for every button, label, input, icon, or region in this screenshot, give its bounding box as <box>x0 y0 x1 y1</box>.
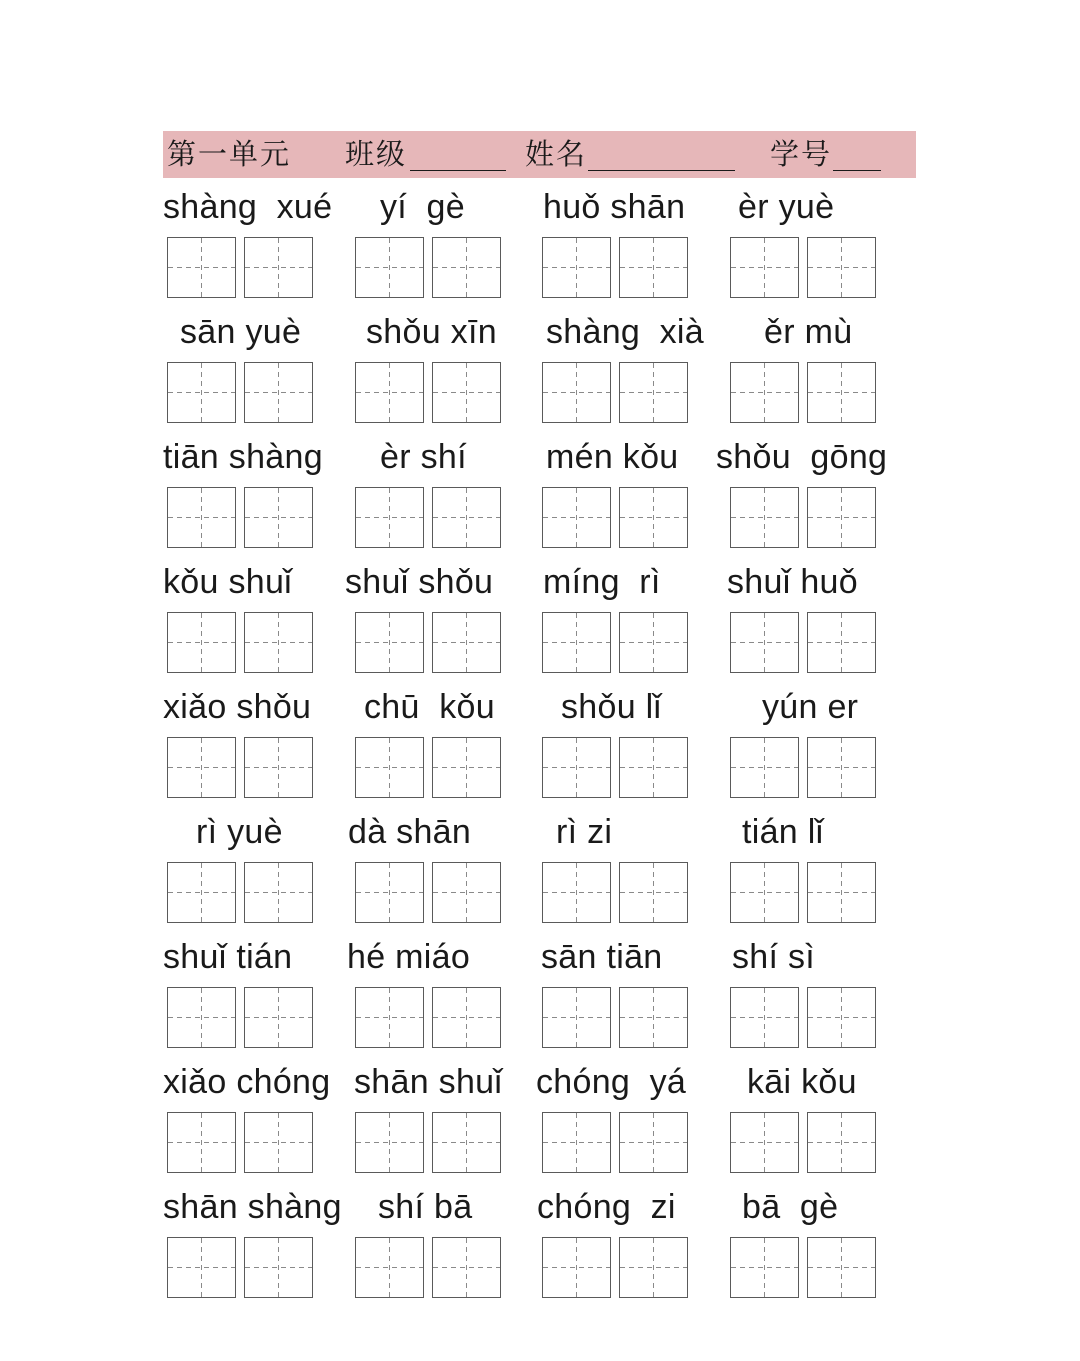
pinyin-label: yí gè <box>380 188 465 226</box>
pinyin-label: míng rì <box>543 563 661 601</box>
writing-box <box>730 487 799 548</box>
writing-box <box>542 612 611 673</box>
word-cell <box>167 315 317 423</box>
word-cell <box>163 188 333 298</box>
writing-box <box>244 987 313 1048</box>
writing-box <box>432 1237 501 1298</box>
writing-box <box>807 987 876 1048</box>
pinyin-label: mén kǒu <box>546 438 679 476</box>
pinyin-label: tián lǐ <box>742 813 824 851</box>
writing-box <box>730 1112 799 1173</box>
writing-box <box>730 862 799 923</box>
writing-box <box>619 237 688 298</box>
writing-box <box>167 862 236 923</box>
pinyin-label: yún er <box>762 688 859 726</box>
student-no-label: 学号 <box>770 137 833 171</box>
writing-box <box>730 1237 799 1298</box>
pinyin-label: shàng xià <box>546 313 704 351</box>
word-cell <box>163 938 317 1048</box>
writing-box <box>432 362 501 423</box>
writing-box <box>432 612 501 673</box>
writing-box <box>432 737 501 798</box>
writing-box <box>167 487 236 548</box>
word-cell <box>542 313 704 423</box>
writing-box <box>542 737 611 798</box>
writing-box <box>244 362 313 423</box>
word-cell <box>542 815 692 923</box>
writing-box <box>807 362 876 423</box>
writing-box <box>167 362 236 423</box>
word-cell <box>163 1188 342 1298</box>
pinyin-label: èr shí <box>380 438 467 476</box>
writing-box <box>355 612 424 673</box>
word-cell <box>163 688 317 798</box>
writing-box <box>432 862 501 923</box>
pinyin-label: rì yuè <box>196 813 283 851</box>
writing-box <box>244 612 313 673</box>
word-cell <box>542 190 692 298</box>
writing-box <box>619 1237 688 1298</box>
pinyin-label: xiǎo shǒu <box>163 688 312 726</box>
word-cell <box>730 190 880 298</box>
writing-box <box>542 362 611 423</box>
word-cell <box>355 315 505 423</box>
writing-box <box>619 487 688 548</box>
writing-box <box>432 987 501 1048</box>
pinyin-label: shuǐ shǒu <box>345 563 494 601</box>
word-cell <box>730 315 880 423</box>
writing-box <box>167 612 236 673</box>
writing-box <box>355 1112 424 1173</box>
word-cell <box>163 563 317 673</box>
writing-box <box>355 987 424 1048</box>
writing-box <box>542 237 611 298</box>
writing-box <box>542 487 611 548</box>
writing-box <box>244 862 313 923</box>
writing-box <box>730 612 799 673</box>
word-cell <box>345 563 505 673</box>
word-cell <box>347 938 505 1048</box>
pinyin-label: chóng yá <box>536 1063 687 1101</box>
pinyin-label: dà shān <box>348 813 472 851</box>
word-cell <box>355 190 505 298</box>
pinyin-label: sān tiān <box>541 938 663 976</box>
writing-box <box>619 987 688 1048</box>
word-cell <box>542 940 692 1048</box>
writing-box <box>807 1237 876 1298</box>
writing-box <box>542 1237 611 1298</box>
pinyin-label: shí bā <box>378 1188 473 1226</box>
pinyin-label: sān yuè <box>180 313 302 351</box>
word-cell <box>730 815 880 923</box>
word-cell <box>542 440 692 548</box>
writing-box <box>244 1237 313 1298</box>
pinyin-label: shān shuǐ <box>354 1063 503 1101</box>
pinyin-label: shān shàng <box>163 1188 342 1226</box>
pinyin-label: huǒ shān <box>543 188 686 226</box>
word-cell <box>536 1063 692 1173</box>
student-no-blank-line <box>833 131 881 171</box>
writing-box <box>167 1237 236 1298</box>
writing-box <box>542 987 611 1048</box>
writing-box <box>619 862 688 923</box>
writing-box <box>619 612 688 673</box>
pinyin-label: bā gè <box>742 1188 839 1226</box>
writing-box <box>619 362 688 423</box>
writing-box <box>355 737 424 798</box>
word-cell <box>727 563 880 673</box>
writing-box <box>807 862 876 923</box>
word-cell <box>163 438 323 548</box>
writing-box <box>167 237 236 298</box>
word-cell <box>355 1065 505 1173</box>
writing-box <box>619 1112 688 1173</box>
word-cell <box>730 940 880 1048</box>
writing-box <box>167 1112 236 1173</box>
writing-box <box>355 362 424 423</box>
pinyin-label: shuǐ tián <box>163 938 293 976</box>
word-cell <box>730 1190 880 1298</box>
writing-box <box>355 862 424 923</box>
writing-box <box>244 737 313 798</box>
word-cell <box>348 813 505 923</box>
pinyin-label: shàng xué <box>163 188 333 226</box>
word-cell <box>730 690 880 798</box>
writing-box <box>244 1112 313 1173</box>
writing-box <box>432 487 501 548</box>
pinyin-label: shí sì <box>732 938 816 976</box>
writing-box <box>807 237 876 298</box>
writing-box <box>432 1112 501 1173</box>
header-bar <box>163 131 916 178</box>
word-cell <box>542 690 692 798</box>
writing-box <box>807 612 876 673</box>
word-cell <box>167 815 317 923</box>
writing-box <box>355 1237 424 1298</box>
word-cell <box>355 1190 505 1298</box>
writing-box <box>244 487 313 548</box>
writing-box <box>619 737 688 798</box>
word-cell <box>730 1065 880 1173</box>
writing-box <box>167 737 236 798</box>
word-cell <box>716 438 888 548</box>
pinyin-label: shuǐ huǒ <box>727 563 858 601</box>
writing-box <box>542 862 611 923</box>
pinyin-label: rì zi <box>556 813 613 851</box>
class-label: 班级 <box>345 137 408 171</box>
pinyin-label: èr yuè <box>738 188 835 226</box>
writing-box <box>807 1112 876 1173</box>
pinyin-label: ěr mù <box>764 313 853 351</box>
writing-box <box>355 487 424 548</box>
pinyin-label: chóng zi <box>537 1188 676 1226</box>
writing-box <box>355 237 424 298</box>
writing-box <box>244 237 313 298</box>
pinyin-label: shǒu lǐ <box>561 688 662 726</box>
word-cell <box>537 1188 692 1298</box>
pinyin-label: shǒu xīn <box>366 313 497 351</box>
pinyin-label: kāi kǒu <box>747 1063 857 1101</box>
pinyin-label: kǒu shuǐ <box>163 563 293 601</box>
writing-box <box>730 237 799 298</box>
writing-box <box>730 362 799 423</box>
unit-title: 第一单元 <box>167 137 292 171</box>
pinyin-label: tiān shàng <box>163 438 323 476</box>
writing-box <box>167 987 236 1048</box>
pinyin-label: chū kǒu <box>364 688 495 726</box>
class-blank-line <box>410 131 506 171</box>
word-cell <box>542 565 692 673</box>
pinyin-label: hé miáo <box>347 938 471 976</box>
writing-box <box>542 1112 611 1173</box>
name-blank-line <box>588 131 735 171</box>
pinyin-label: xiǎo chóng <box>163 1063 331 1101</box>
writing-box <box>432 237 501 298</box>
writing-box <box>807 737 876 798</box>
word-cell <box>355 440 505 548</box>
word-cell <box>355 690 505 798</box>
name-label: 姓名 <box>525 137 588 171</box>
word-cell <box>163 1063 331 1173</box>
writing-box <box>730 737 799 798</box>
writing-box <box>807 487 876 548</box>
writing-box <box>730 987 799 1048</box>
pinyin-label: shǒu gōng <box>716 438 888 476</box>
